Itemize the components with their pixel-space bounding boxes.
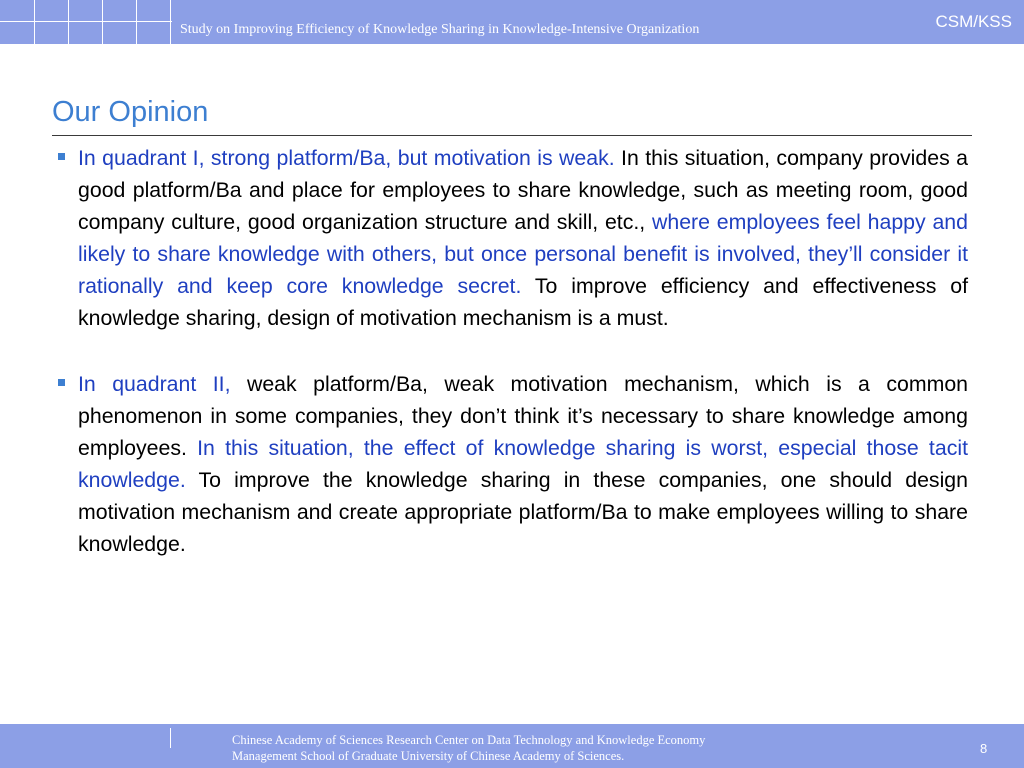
bullet-1-conclusion: To improve efficiency and effectiveness of knowledge sharing, design of motivation mechanism is a must. [78, 274, 969, 331]
square-bullet-icon [58, 379, 65, 386]
bullet-item-quadrant-2 [58, 368, 968, 561]
footer-bar [0, 724, 1024, 768]
header-badge: CSM/KSS [935, 12, 1012, 31]
square-bullet-icon [58, 153, 65, 160]
bullet-2-highlight: In this situation, the effect of knowledge sharing is worst, especial those tacit knowledge. [78, 435, 968, 492]
header-grid-decoration [0, 0, 172, 44]
bullet-2-text: weak platform/Ba, weak motivation mechanism, which is a common phenomenon in some companies, they don’t think it’s necessary to share knowledge among employees. [78, 371, 969, 460]
bullet-list [58, 142, 968, 560]
bullet-2-conclusion: To improve the knowledge sharing in these companies, one should design motivation mechanism and create appropriate platform/Ba to make employees willing to share knowledge. [78, 467, 968, 557]
page-number: 8 [980, 741, 988, 756]
footer-line-2: Management School of Graduate University of Chinese Academy of Sciences. [232, 749, 625, 763]
slide-title: Our Opinion [52, 96, 209, 128]
footer-institution [232, 732, 705, 764]
footer-divider [170, 728, 171, 748]
title-divider [52, 135, 972, 136]
bullet-1-highlight-lead: In quadrant I, strong platform/Ba, but motivation is weak. [78, 146, 615, 170]
bullet-item-quadrant-1 [58, 142, 968, 335]
header-bar [0, 0, 1024, 44]
bullet-1-highlight: where employees feel happy and likely to share knowledge with others, but once personal benefit is involved, they’ll consider it rationally and keep core knowledge secret. [78, 210, 968, 299]
footer-line-1: Chinese Academy of Sciences Research Center on Data Technology and Knowledge Economy [232, 733, 706, 747]
bullet-1-text: In this situation, company provides a good platform/Ba and place for employees to share knowledge, such as meeting room, good company culture, good organization structure and skill, etc., [78, 146, 968, 235]
bullet-2-highlight-lead: In quadrant II, [78, 371, 231, 396]
header-title: Study on Improving Efficiency of Knowledge Sharing in Knowledge-Intensive Organization [180, 22, 700, 37]
